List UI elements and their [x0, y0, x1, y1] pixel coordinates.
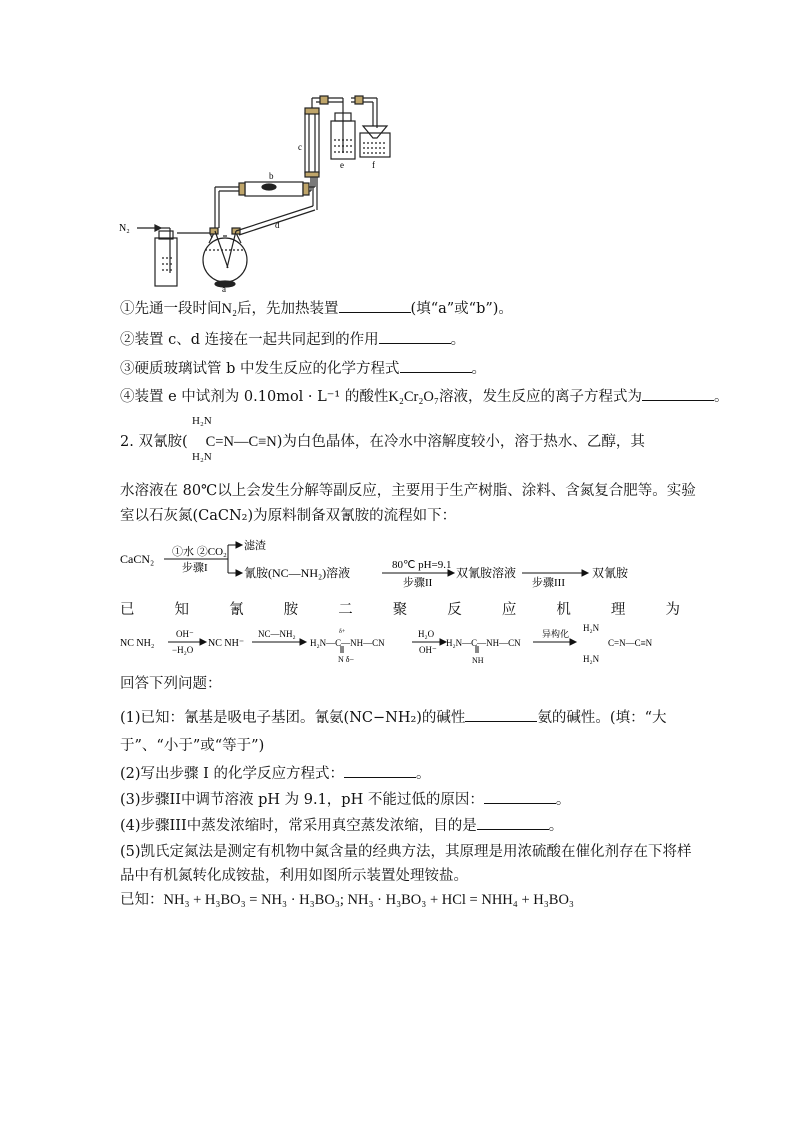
mech-a4-top: 异构化 [542, 629, 570, 639]
mech-m5-chain: C=N—C≡N [608, 638, 653, 648]
question-1-3: ③硬质玻璃试管 b 中发生反应的化学方程式 。 [120, 358, 486, 379]
flow-diagram [120, 535, 660, 595]
flow-start: CaCN₂ [120, 552, 155, 566]
flow-step1-top: ①水 ②CO₂ [172, 546, 227, 558]
mech-a3-top: H₂O [418, 629, 435, 639]
flow-step3-bottom: 步骤III [532, 577, 565, 589]
label-e: e [340, 160, 344, 170]
struct-top-h2n: H₂N [192, 415, 212, 427]
mech-m3-delta-plus: δ+ [339, 629, 346, 635]
mech-m3-n: N δ− [338, 655, 355, 664]
question-1-2: ②装置 c、d 连接在一起共同起到的作用 。 [120, 329, 465, 350]
label-f: f [372, 160, 375, 170]
problem2-intro-line2: 水溶液在 80℃以上会发生分解等副反应，主要用于生产树脂、涂料、含氮复合肥等。实验 [120, 483, 696, 499]
label-b: b [269, 171, 274, 181]
mech-m3: H₂N—C—NH—CN [310, 638, 385, 648]
problem-number: 2. [120, 434, 134, 450]
question-1-1: ①先通一段时间N₂后，先加热装置 (填“a”或“b”)。 [120, 298, 513, 319]
label-a: a [222, 284, 226, 293]
dicyandiamide-structure: C=N—C≡N [205, 434, 277, 450]
answer-blank[interactable] [642, 386, 714, 401]
mech-m4-nh: NH [472, 656, 484, 665]
label-d: d [275, 220, 280, 230]
flow-product: 双氰胺 [592, 566, 629, 580]
flow-product-solution: 双氰胺溶液 [456, 566, 517, 580]
mech-m5-bottom: H₂N [583, 654, 600, 664]
mech-a1-top: OH⁻ [176, 629, 194, 639]
flow-intermediate: 氰胺(NC—NH₂)溶液 [244, 566, 351, 580]
answer-blank[interactable] [344, 763, 416, 778]
answer-blank[interactable] [400, 358, 472, 373]
answer-blank[interactable] [339, 298, 411, 313]
question-2-2: (2)写出步骤 I 的化学反应方程式： 。 [120, 763, 430, 784]
mech-m5-top: H₂N [583, 623, 600, 633]
label-n2: N₂ [119, 223, 130, 234]
known-equations: 已知：NH₃ + H₃BO₃ = NH₃ · H₃BO₃; NH₃ · H₃BO₃ + HCl = NHH₄ + H₃BO₃ [120, 892, 574, 908]
question-2-3: (3)步骤II中调节溶液 pH 为 9.1，pH 不能过低的原因： 。 [120, 789, 570, 810]
answer-blank[interactable] [477, 815, 549, 830]
struct-bottom-h2n: H₂N [192, 451, 212, 463]
question-2-1-cont: 于”、“小于”或“等于”) [120, 738, 265, 754]
mech-m4: H₂N—C—NH—CN [446, 638, 521, 648]
apparatus-diagram [115, 88, 415, 293]
mech-a1-bottom: −H₂O [172, 645, 194, 655]
question-2-1: (1)已知：氰基是吸电子基团。氰氨(NC−NH₂)的碱性 氨的碱性。(填：“大 [120, 707, 667, 728]
flow-step2-bottom: 步骤II [403, 577, 433, 589]
problem2-intro-line3: 室以石灰氮(CaCN₂)为原料制备双氰胺的流程如下： [120, 508, 457, 524]
flow-step1-bottom: 步骤I [182, 562, 208, 574]
mechanism-diagram [120, 620, 690, 670]
mech-m1: NC NH₂ [120, 638, 155, 649]
label-c: c [298, 142, 302, 152]
question-2-5-line2: 品中有机氮转化成铵盐，利用如图所示装置处理铵盐。 [120, 868, 468, 884]
known-mechanism-heading: 已 知 氰 胺 二 聚 反 应 机 理 为 [120, 602, 680, 618]
mech-a2-top: NC—NH₂ [258, 629, 296, 639]
answer-prompt: 回答下列问题： [120, 676, 222, 692]
answer-blank[interactable] [379, 329, 451, 344]
flow-step2-top: 80℃ pH=9.1 [392, 559, 452, 571]
answer-blank[interactable] [484, 789, 556, 804]
mech-a3-bottom: OH⁻ [419, 645, 437, 655]
question-1-4: ④装置 e 中试剂为 0.10mol · L⁻¹ 的酸性K₂Cr₂O₇溶液，发生反应的离子方程式为 。 [120, 386, 728, 407]
flow-filter-residue: 滤渣 [244, 540, 266, 552]
question-2-5-line1: (5)凯氏定氮法是测定有机物中氮含量的经典方法，其原理是用浓硫酸在催化剂存在下将样 [120, 844, 692, 860]
answer-blank[interactable] [465, 707, 537, 722]
problem2-intro-line1: 2. 双氰胺( C=N—C≡N)为白色晶体，在冷水中溶解度较小，溶于热水、乙醇，其 [120, 434, 645, 450]
mech-m2: NC NH⁻ [208, 638, 245, 649]
question-2-4: (4)步骤III中蒸发浓缩时，常采用真空蒸发浓缩，目的是 。 [120, 815, 563, 836]
